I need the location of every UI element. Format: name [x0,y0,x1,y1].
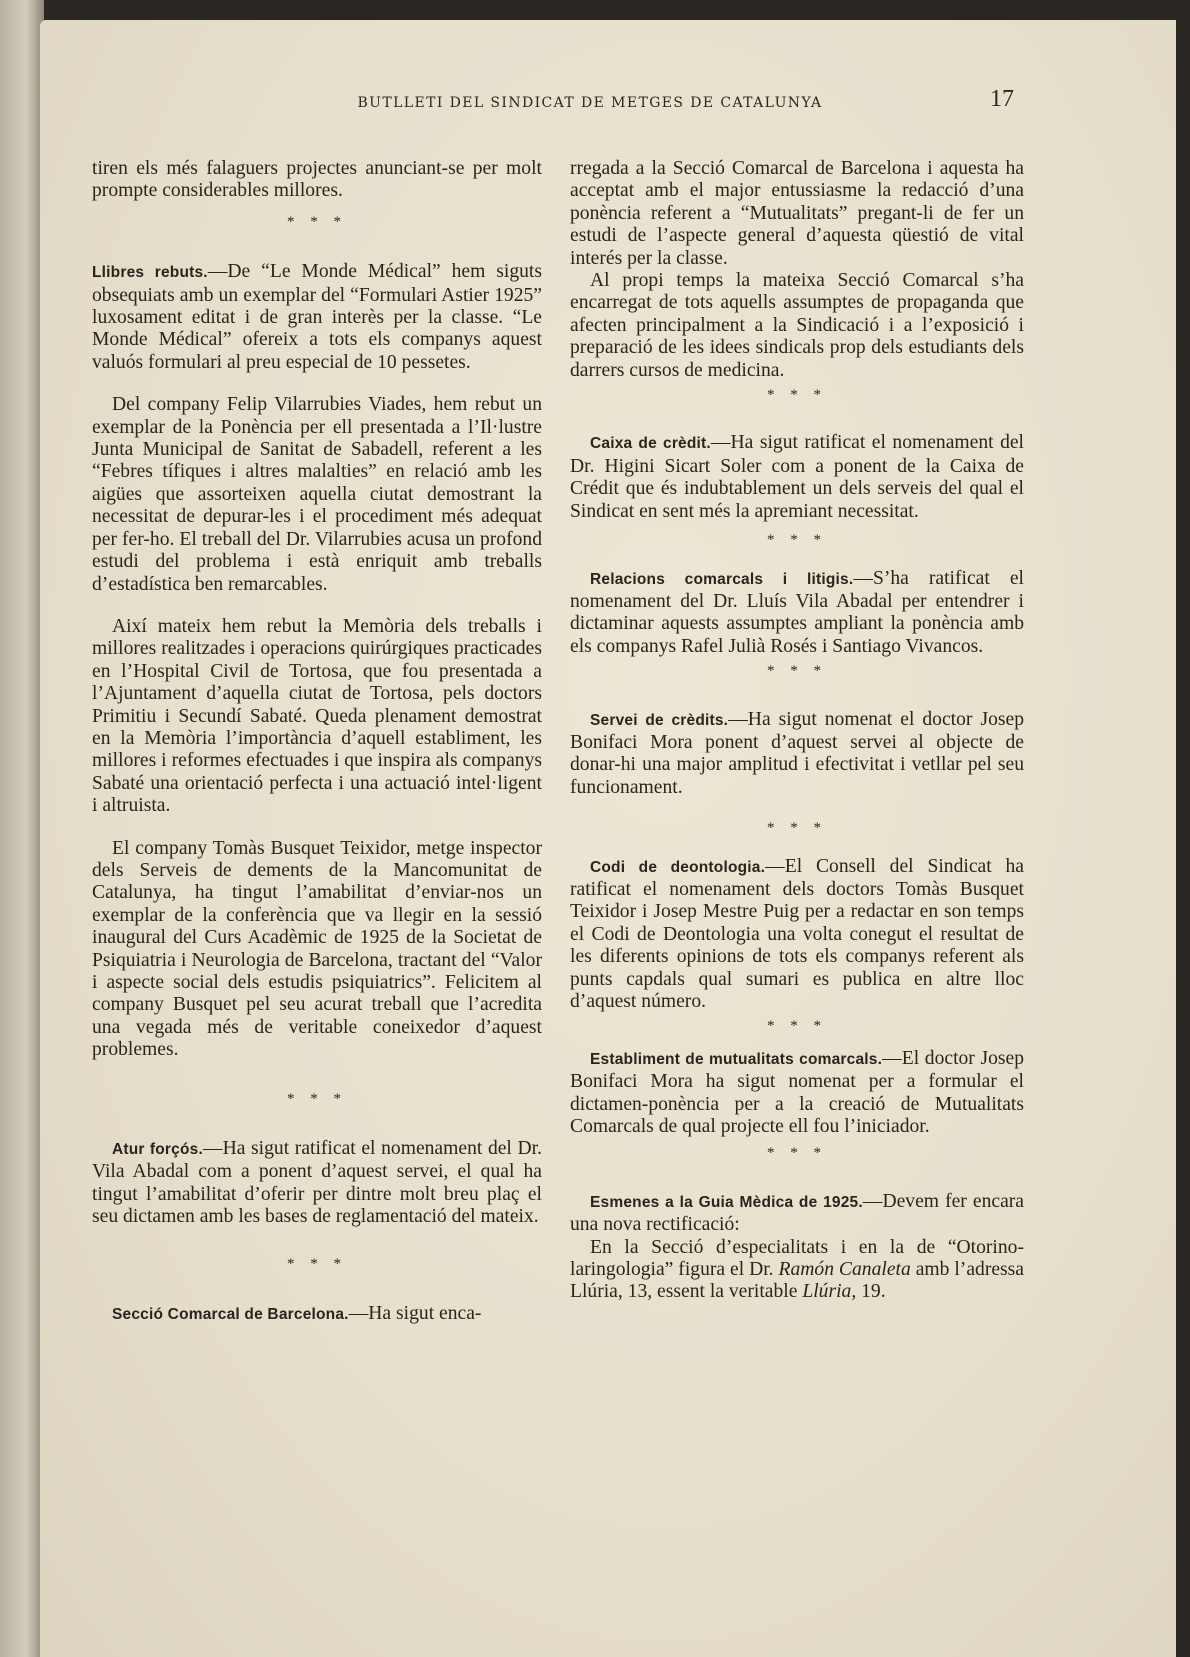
section-separator: * * * [767,663,827,680]
rubric-heading: Establiment de mutualitats comarcals. [590,1050,883,1068]
paragraph-mutualitats-comarcals [570,1048,1024,1139]
paragraph-rectificacio [570,1237,1024,1304]
text-run: amb l’adressa Llúria, 13, essent la veritable [570,1259,1024,1303]
section-separator: * * * [287,1255,347,1272]
left-column [92,158,542,1326]
text-run: En la Secció d’especialitats i en la de “Otorino-laringologia” figura el Dr. [570,1236,1024,1281]
paragraph-seccio-comarcal [92,1303,542,1326]
previous-page-edge [0,0,44,1657]
section-separator: * * * [767,820,827,837]
paragraph-caixa-credit [570,432,1024,523]
paragraph-body: —El doctor Josep Bonifaci Mora ha sigut nomenat per a formular el dictamen-ponència per a la creació de Mutualitats Comarcals de qual projecte ell fou l’iniciador. [570,1047,1025,1138]
rubric-heading: Relacions comarcals i litigis. [590,570,854,588]
street-name: Llúria, [802,1281,857,1303]
paragraph-body: —Ha sigut nomenat el doctor Josep Bonifaci Mora ponent d’aquest servei al objecte de donar-hi una major amplitud i efectivitat i vetllar pel seu funcionament. [570,708,1024,798]
paragraph-relacions-comarcals [570,568,1024,659]
section-separator: * * * [287,1090,347,1107]
rubric-heading: Caixa de crèdit. [590,435,711,453]
page-number: 17 [990,86,1014,112]
rubric-heading: Servei de crèdits. [590,711,729,729]
paragraph-esmenes-guia [570,1191,1024,1237]
paragraph: rregada a la Secció Comarcal de Barcelona i aquesta ha acceptat amb el major entussiasme la redacció d’una ponència referent a “Mutualitats” pregant-li de fer un estudi de l’aspecte general d’aquesta qüestió de vital interés per la classe. [570,158,1024,269]
paragraph: El company Tomàs Busquet Teixidor, metge inspector dels Serveis de dements de la Mancomunitat de Catalunya, ha tingut l’amabilitat d’enviar-nos un exemplar de la conferència que va llegir en la sessió inaugural del Curs Acadèmic de 1925 de la Societat de Psiquiatria i Neurologia de Barcelona, tractant del “Valor i aspecte social dels estudis psiquiatrics”. Felicitem al company Busquet pel seu acurat treball que l’acredita una vegada més de veritable coneixedor d’aquest problemes. [92,837,542,1061]
paragraph-atur-forcos [92,1138,542,1229]
paragraph-llibres-rebuts [92,261,542,374]
paragraph: Del company Felip Vilarrubies Viades, hem rebut un exemplar de la Ponència per ell presentada a l’Il·lustre Junta Municipal de Sanitat de Sabadell, referent a les “Febres tífiques i altres malalties” en relació amb les aigües que assorteixen aquella ciutat demostrant la necessitat de depurar-les i el procediment més adequat per fer-ho. El treball del Dr. Vilarrubies acusa un profond estudi del problema i està enriquit amb treballs d’estadística ben remarcables. [92,394,542,595]
section-separator: * * * [287,213,347,230]
right-column [570,158,1024,1304]
rubric-heading: Secció Comarcal de Barcelona. [112,1306,349,1324]
running-title: BUTLLETI DEL SINDICAT DE METGES DE CATALUNYA [357,95,823,111]
section-separator: * * * [767,387,827,404]
rubric-heading: Atur forçós. [112,1141,203,1159]
rubric-heading: Codi de deontologia. [590,858,766,876]
paragraph: tiren els més falaguers projectes anunciant-se per molt prompte considerables millores. [92,158,542,202]
paragraph-body: —Ha sigut enca- [348,1303,482,1325]
paragraph-body: —El Consell del Sindicat ha ratificat el nomenament dels doctors Tomàs Busquet Teixidor i Josep Mestre Puig per a redactar en son temps el Codi de Deontologia una volta conegut el resultat de les diferents opinions de tots els companys referent als punts capdals qual sumari es publica en altre lloc d’aquest número. [570,855,1024,1012]
paragraph-body: —De “Le Monde Médical” hem siguts obsequiats amb un exemplar del “Formulari Astier 1925” luxosament editat i de gran interès per la classe. “Le Monde Médical” ofereix a tots els companys aquest valuós formulari al preu especial de 10 pessetes. [92,261,542,373]
text-run: 19. [856,1281,886,1303]
paragraph-codi-deontologia [570,856,1024,1014]
paragraph: Així mateix hem rebut la Memòria dels treballs i millores realitzades i operacions quirúrgiques practicades en l’Hospital Civil de Tortosa, que fou presentada a l’Ajuntament d’aquella ciutat de Tortosa, pels doctors Primitiu i Secundí Sabaté. Queda plenament demostrat en la Memòria l’importància d’aquell establiment, les millores i reformes efectuades i que inspira als companys Sabaté una orientació perfecta i una actuació intel·ligent i altruista. [92,615,542,817]
section-separator: * * * [767,1145,827,1162]
section-separator: * * * [767,1018,827,1035]
paragraph-body: —Devem fer encara una nova rectificació: [570,1190,1024,1236]
doctor-name: Ramón Canaleta [778,1259,911,1281]
rubric-heading: Llibres rebuts. [92,264,208,282]
paragraph-body: —S’ha ratificat el nomenament del Dr. Lluís Vila Abadal per entendrer i dictaminar aquests assumptes ampliant la ponència amb els companys Rafel Julià Rosés i Santiago Vivancos. [570,567,1024,657]
paragraph-body: —Ha sigut ratificat el nomenament del Dr. Vila Abadal com a ponent d’aquest servei, el qual ha tingut l’amabilitat d’oferir per dintre molt breu plaç el seu dictamen amb les bases de reglamentació del mateix. [92,1138,543,1228]
paragraph: Al propi temps la mateixa Secció Comarcal s’ha encarregat de tots aquells assumptes de propaganda que afecten principalment a la Sindicació i a l’exposició i preparació de les idees sindicals prop dels estudiants dels darrers cursos de medicina. [570,270,1024,381]
paragraph-body: —Ha sigut ratificat el nomenament del Dr. Higini Sicart Soler com a ponent de la Caixa de Crédit que és indubtablement un dels serveis del qual el Sindicat en sent més la apremiant necessitat. [570,432,1025,522]
section-separator: * * * [767,532,827,549]
paragraph-servei-credits [570,709,1024,800]
rubric-heading: Esmenes a la Guia Mèdica de 1925. [590,1193,863,1211]
